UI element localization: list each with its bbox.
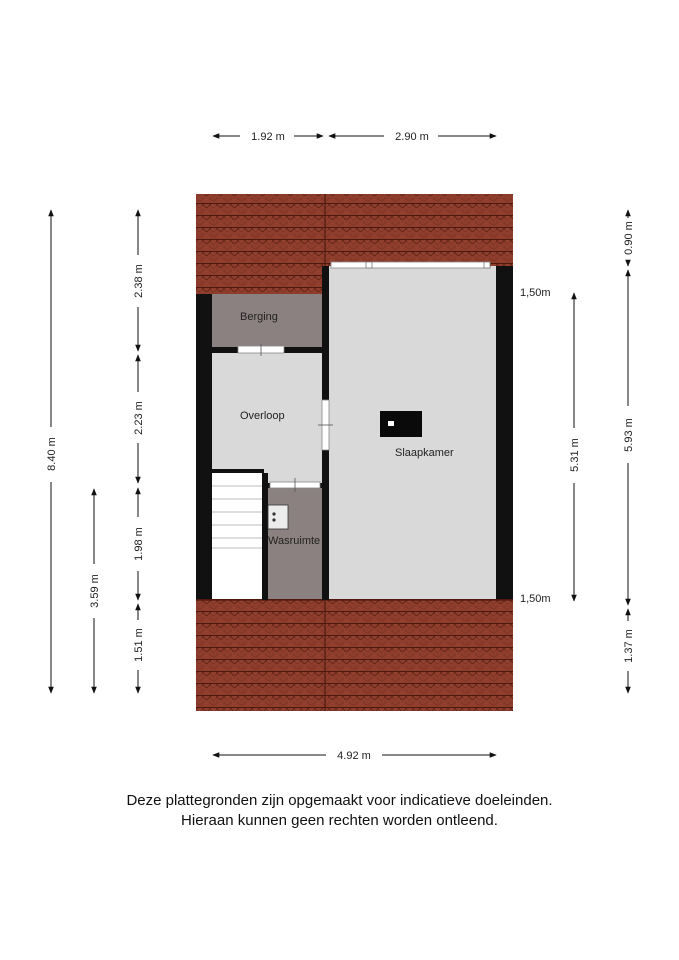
roof-left-upper [196, 266, 212, 294]
room-label-slaapkamer: Slaapkamer [395, 447, 454, 459]
roof-top [196, 194, 513, 266]
dim-label-top-left: 1.92 m [251, 131, 285, 143]
dim-label-left-total: 8.40 m [46, 437, 58, 471]
height-label-bottom: 1,50m [520, 593, 551, 605]
dim-bottom [213, 750, 496, 762]
dim-label-left-overloop: 2.23 m [133, 401, 145, 435]
height-label-top: 1,50m [520, 287, 551, 299]
room-label-overloop: Overloop [240, 410, 285, 422]
room-label-berging: Berging [240, 311, 278, 323]
dim-label-left-berging: 2.38 m [133, 264, 145, 298]
disclaimer-line-1: Deze plattegronden zijn opgemaakt voor indicatieve doeleinden. [126, 792, 553, 809]
roof-berging-top [212, 266, 323, 294]
dim-label-right-bottom: 1.37 m [623, 629, 635, 663]
dim-top-right [329, 131, 496, 143]
dim-label-top-right: 2.90 m [395, 131, 429, 143]
dim-label-left-wasruimte: 1.98 m [133, 527, 145, 561]
roof-bottom [196, 599, 513, 711]
dim-left-total [46, 210, 58, 693]
stair-landing [212, 473, 264, 599]
washing-machine-icon [268, 505, 288, 529]
disclaimer-line-2: Hieraan kunnen geen rechten worden ontleend. [181, 812, 498, 829]
dim-label-left-roof: 1.51 m [133, 628, 145, 662]
chimney-block [380, 411, 422, 437]
room-label-wasruimte: Wasruimte [268, 535, 321, 547]
dim-label-right-mid: 5.93 m [623, 418, 635, 452]
dim-label-right-top: 0.90 m [623, 221, 635, 255]
dim-label-inner-height: 5.31 m [569, 438, 581, 472]
dim-inner-height [569, 293, 581, 601]
dim-left-stair [89, 489, 101, 693]
roof-window [331, 262, 490, 268]
dim-label-left-stair: 3.59 m [89, 574, 101, 608]
dim-label-bottom: 4.92 m [337, 750, 371, 762]
dim-top-left [213, 131, 323, 143]
